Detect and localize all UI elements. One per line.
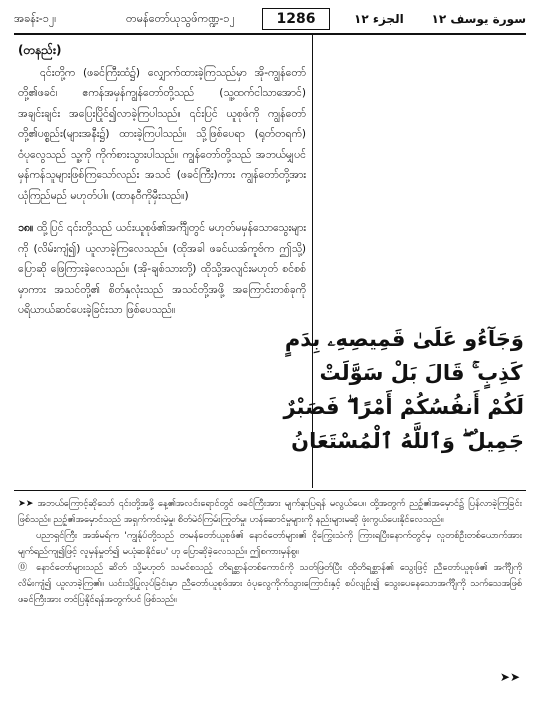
translation-paragraph: ၎င်းတို့က (ဖခင်ကြီးထံ၌) လျှောက်ထားခဲ့ကြသည်မှာ အို-ကျွန်တော်တို့၏ဖခင်၊ ဧကန်အမှန်ကျွန်တော်တို့သည် (သူ့ထက်ငါသာအောင်) အချင်းချင်း အပြေးပြိုင်၍လာခဲ့ကြပါသည်။ ၎င်းပြင် ယူစုဖ်ကို ကျွန်တော်တို့၏ပစ္စည်း(များအနီး၌) ထားခဲ့ကြပါသည်။ သို့ဖြစ်ပေရာ (ရုတ်တရက်) ဝံပုလွေသည် သူ့ကို ကိုက်စားသွားပါသည်။ ကျွန်တော်တို့သည် အဘယ်မျှပင်မှန်ကန်သူများဖြစ်ကြသော်လည်း အသင် (ဖခင်ကြီး)ကား ကျွန်တော်တို့အား ယုံကြည်မည် မဟုတ်ပါ။ (ထာနဝီကိုမှီးသည်။) — [18, 66, 306, 202]
verse-translation: ထို့ပြင် ၎င်းတို့သည် ယင်းယူစုဖ်၏အင်္ကျီတွင် မဟုတ်မမှန်သောသွေးများကို (လိမ်းကျံ၍) ယူလာခဲ့ကြလေသည်။ (ထိုအခါ ဖခင်ယအ်ကူဗ်က ဤသို့) ပြောဆို ဖြေကြားခဲ့လေသည်။ (အို-ချစ်သားတို့) ထိုသို့အလျင်းမဟုတ် စင်စစ်မှာကား အသင်တို့၏ စိတ်နှလုံးသည် အသင်တို့အဖို့ အကြောင်းတစ်ခုကို ပရိယာယ်ဆင်ပေးခဲ့ခြင်းသာ ဖြစ်ပေသည်။ — [18, 222, 306, 316]
translation-column — [18, 40, 306, 321]
arabic-line: جَمِيلٌ ۖ وَٱللَّهُ ٱلْمُسْتَعَانُ — [291, 429, 524, 453]
continuation-arrows: ➤➤ — [499, 670, 520, 684]
header-rule — [14, 33, 526, 35]
footnote: ပညာရှင်ကြီး အအ်မရ်က 'ကျွန်ုပ်တို့သည် တမန်တော်ယူစုဖ်၏ နောင်တော်များ၏ ငိုကြွေးသံကို ကြားရပြီးနောက်တွင်မှ လူတစ်ဦးတစ်ယောက်အား မျက်ရည်ကျ၍ဖြင့် လူမှန်မှုတ်၍ မယုံဆနိုင်ပေ' ဟု ပြောဆိုခဲ့လေသည်။ ဤစကားမှန်စွ။ — [18, 530, 522, 557]
footnotes — [18, 496, 522, 608]
arabic-line: لَكُمْ أَنفُسُكُمْ أَمْرًا ۖ فَصَبْرٌ — [283, 395, 524, 419]
page-header — [14, 6, 526, 32]
arabic-line: وَجَآءُو عَلَىٰ قَمِيصِهِۦ بِدَمٍ — [284, 327, 524, 351]
quran-page — [14, 6, 526, 706]
footnote: ⓪ နောင်တော်များသည် ဆိတ် သို့မဟုတ် သမင်စသည့် တိရစ္ဆာန်တစ်ကောင်ကို သတ်ဖြတ်ပြီး ထိုတိရစ္ဆာန်၏ သွေးဖြင့် ညီတော်ယူစုဖ်၏ အင်္ကျီကို လိမ်းကျံ၍ ယူလာခဲ့ကြ၏။ ယင်းသို့ပြုလုပ်ခြင်းမှာ ညီတော်ယူစုဖ်အား ဝံပုလွေကိုက်သွားကြောင်းနှင့် စပ်လျဉ်း၍ သွေးပေနေသောအင်္ကျီကို သက်သေအဖြစ် ဖခင်ကြီးအား တင်ပြနိုင်ရန်အတွက်ပင် ဖြစ်သည်။ — [18, 562, 522, 605]
footnote: ➤➤ အဘယ်ကြောင့်ဆိုသော် ၎င်းတို့အဖို့ နေ့၏အလင်းရောင်တွင် ဖခင်ကြီးအား မျက်နှာပြရန် မလွယ်ပေ။ ထို့အတွက် ညဉ့်၏အမှောင်၌ ပြန်လာခဲ့ကြခြင်းဖြစ်သည်။ ညဉ့်၏အမှောင်သည် အရှက်ကင်းမဲ့မှု၊ စိတ်မဲ၀်ကြမ်းကြုတ်မှု၊ ဟန်ဆောင်မှုများကို နည်းများမဆို ဖုံးကွယ်ပေးနိုင်လေသည်။ — [18, 498, 522, 525]
header-juz: الجزء ١٢ — [354, 12, 404, 26]
verse-paragraph — [18, 218, 306, 321]
section-heading: (တနည်း) — [18, 43, 62, 57]
header-left-surah: အခန်း-၁၂၊ — [14, 12, 57, 25]
footnote-rule — [14, 490, 526, 491]
arabic-verse — [283, 322, 524, 458]
page-number: 1286 — [262, 8, 330, 30]
verse-number: ၁၈။ — [18, 222, 34, 234]
header-surah-name: سورة يوسف ١٢ — [431, 12, 526, 26]
arabic-line: كَذِبٍ ۚ قَالَ بَلْ سَوَّلَتْ — [319, 361, 523, 385]
header-left-title: တမန်တော်ယုသွဖ်ကဏ္ဍ-၁၂ — [126, 12, 235, 25]
